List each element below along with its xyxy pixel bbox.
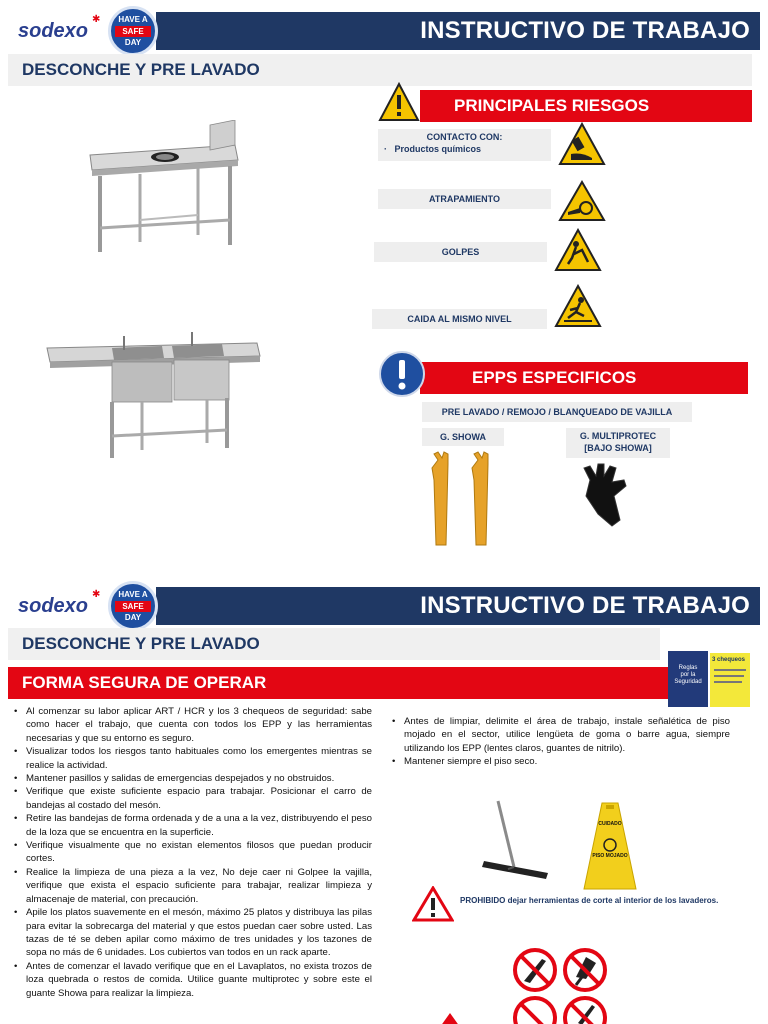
checks-booklet-title: 3 chequeos [712, 657, 746, 663]
epps-title: EPPS ESPECIFICOS [472, 368, 637, 387]
risk-contact-item [384, 144, 481, 154]
booklet-line [714, 681, 742, 683]
risk-blows: GOLPES [374, 242, 547, 262]
chemical-hazard-icon [558, 122, 606, 166]
badge-top-text: HAVE A [118, 15, 148, 24]
glove-showa-label: G. SHOWA [422, 428, 504, 446]
list-item: • Verifique visualmente que no existan elementos filosos que puedan producir cortes. [12, 839, 372, 866]
bullet-dot: · [384, 144, 395, 154]
header-bar [8, 12, 760, 50]
safe-day-badge [108, 6, 158, 56]
rules-booklet-line3: Seguridad [674, 679, 702, 685]
entrapment-hazard-icon [558, 180, 606, 222]
rules-booklet-line1: Reglas [678, 665, 698, 671]
rules-booklet [668, 651, 708, 707]
risks-title: PRINCIPALES RIESGOS [454, 96, 650, 115]
sign-bottom-text: PISO MOJADO [592, 853, 628, 859]
multiprotec-glove-image [576, 462, 640, 528]
risk-contact-title: CONTACTO CON: [426, 132, 503, 142]
logo-area [8, 587, 156, 625]
warning-triangle-icon [440, 1013, 460, 1024]
right-bullet-list [390, 715, 730, 769]
left-bullet-list [12, 705, 372, 1000]
section-title: FORMA SEGURA DE OPERAR [22, 673, 267, 692]
prohibited-bold: PROHIBIDO [460, 896, 506, 905]
slip-fall-hazard-icon [554, 284, 602, 328]
logo-star-icon: ✱ [92, 14, 101, 25]
risks-title-bar [420, 90, 752, 122]
warning-triangle-icon [412, 886, 454, 922]
epps-title-bar [420, 362, 748, 394]
risk-contact-item-text: Productos químicos [394, 144, 482, 154]
prep-table-image [80, 120, 250, 260]
page-title: INSTRUCTIVO DE TRABAJO [420, 592, 750, 619]
badge-main-text: SAFE DAY [115, 26, 151, 37]
glove2-line2: [BAJO SHOWA] [584, 443, 652, 453]
no-knife-icon [512, 947, 558, 993]
booklet-line [714, 669, 746, 671]
squeegee-image [478, 797, 558, 887]
prohibited-note [460, 896, 728, 906]
sodexo-logo: sodexo [18, 20, 89, 42]
logo-area [8, 12, 156, 50]
glove-multiprotec-label [566, 428, 670, 458]
risk-entrapment: ATRAPAMIENTO [378, 189, 551, 209]
rules-booklet-line2: por la [680, 672, 696, 678]
list-item: • Mantener pasillos y salidas de emergencias despejados y no obstruidos. [12, 772, 372, 785]
list-item: • Verifique que existe suficiente espacio para trabajar. Posicionar el carro de bandejas al costado del mesón. [12, 785, 372, 812]
blow-hazard-icon [554, 228, 602, 272]
wet-floor-sign-image [580, 801, 640, 891]
page-title: INSTRUCTIVO DE TRABAJO [420, 17, 750, 44]
risk-fall: CAIDA AL MISMO NIVEL [372, 309, 547, 329]
checks-booklet [710, 653, 750, 707]
epps-task: PRE LAVADO / REMOJO / BLANQUEADO DE VAJILLA [422, 402, 692, 422]
glove2-line1: G. MULTIPROTEC [579, 431, 657, 441]
list-item: • Visualizar todos los riesgos tanto habituales como los emergentes mientras se realice la actividad. [12, 745, 372, 772]
list-item: • Al comenzar su labor aplicar ART / HCR y los 3 chequeos de seguridad: sabe como hacer el trabajo, que cuenta con todos los EPP y las herramientas necesarias y que su entorno es seguro. [12, 705, 372, 745]
sink-image [42, 318, 262, 468]
exclamation-icon [378, 350, 426, 398]
sodexo-logo: sodexo [18, 595, 89, 617]
section-title-bar [8, 667, 668, 699]
logo-star-icon: ✱ [92, 589, 101, 600]
warning-triangle-icon [378, 82, 420, 122]
showa-gloves-image [426, 450, 496, 550]
list-item: • Apile los platos suavemente en el mesón, máximo 25 platos y distribuya las pilas para evitar la sobrecarga del material y que estos puedan caer sobre usted. Las tazas de té se deben apilar como máximo de tres unidades y los tazones de sopa no más de 6 unidades. Los cubiertos van todos en un rack aparte. [12, 906, 372, 960]
no-knife-icon [512, 995, 558, 1024]
list-item: • Mantener siempre el piso seco. [390, 755, 730, 768]
badge-main-text: SAFE DAY [115, 601, 151, 612]
safe-day-badge [108, 581, 158, 631]
badge-top-text: HAVE A [118, 590, 148, 599]
no-knife-icon [562, 995, 608, 1024]
prohibited-rest: dejar herramientas de corte al interior de los lavaderos. [507, 896, 719, 905]
slide-2 [0, 575, 768, 1024]
subtitle-bar [8, 628, 660, 660]
list-item: • Antes de comenzar el lavado verifique que en el Lavaplatos, no exista trozos de loza quebrada o restos de comida. Utilice guante multiprotec y sobre este el guante Showa para realizar la limpieza. [12, 960, 372, 1000]
risk-contact [378, 129, 551, 161]
header-bar [8, 587, 760, 625]
list-item: • Antes de limpiar, delimite el área de trabajo, instale señalética de piso mojado en el sector, utilice lengüeta de goma o barre agua, siempre utilizando los EPP (lentes claros, guantes de nitrilo). [390, 715, 730, 755]
list-item: • Realice la limpieza de una pieza a la vez, No deje caer ni Golpee la vajilla, verifique que exista el espacio suficiente para trabajar, realizar limpieza y almacenaje de material, con precaución. [12, 866, 372, 906]
no-cleaver-icon [562, 947, 608, 993]
sign-top-text: CUIDADO [598, 821, 622, 827]
booklet-line [714, 675, 744, 677]
subtitle: DESCONCHE Y PRE LAVADO [22, 60, 260, 79]
list-item: • Retire las bandejas de forma ordenada y de a una a la vez, distribuyendo el peso de la loza que se encuentra en la superficie. [12, 812, 372, 839]
subtitle: DESCONCHE Y PRE LAVADO [22, 634, 260, 653]
